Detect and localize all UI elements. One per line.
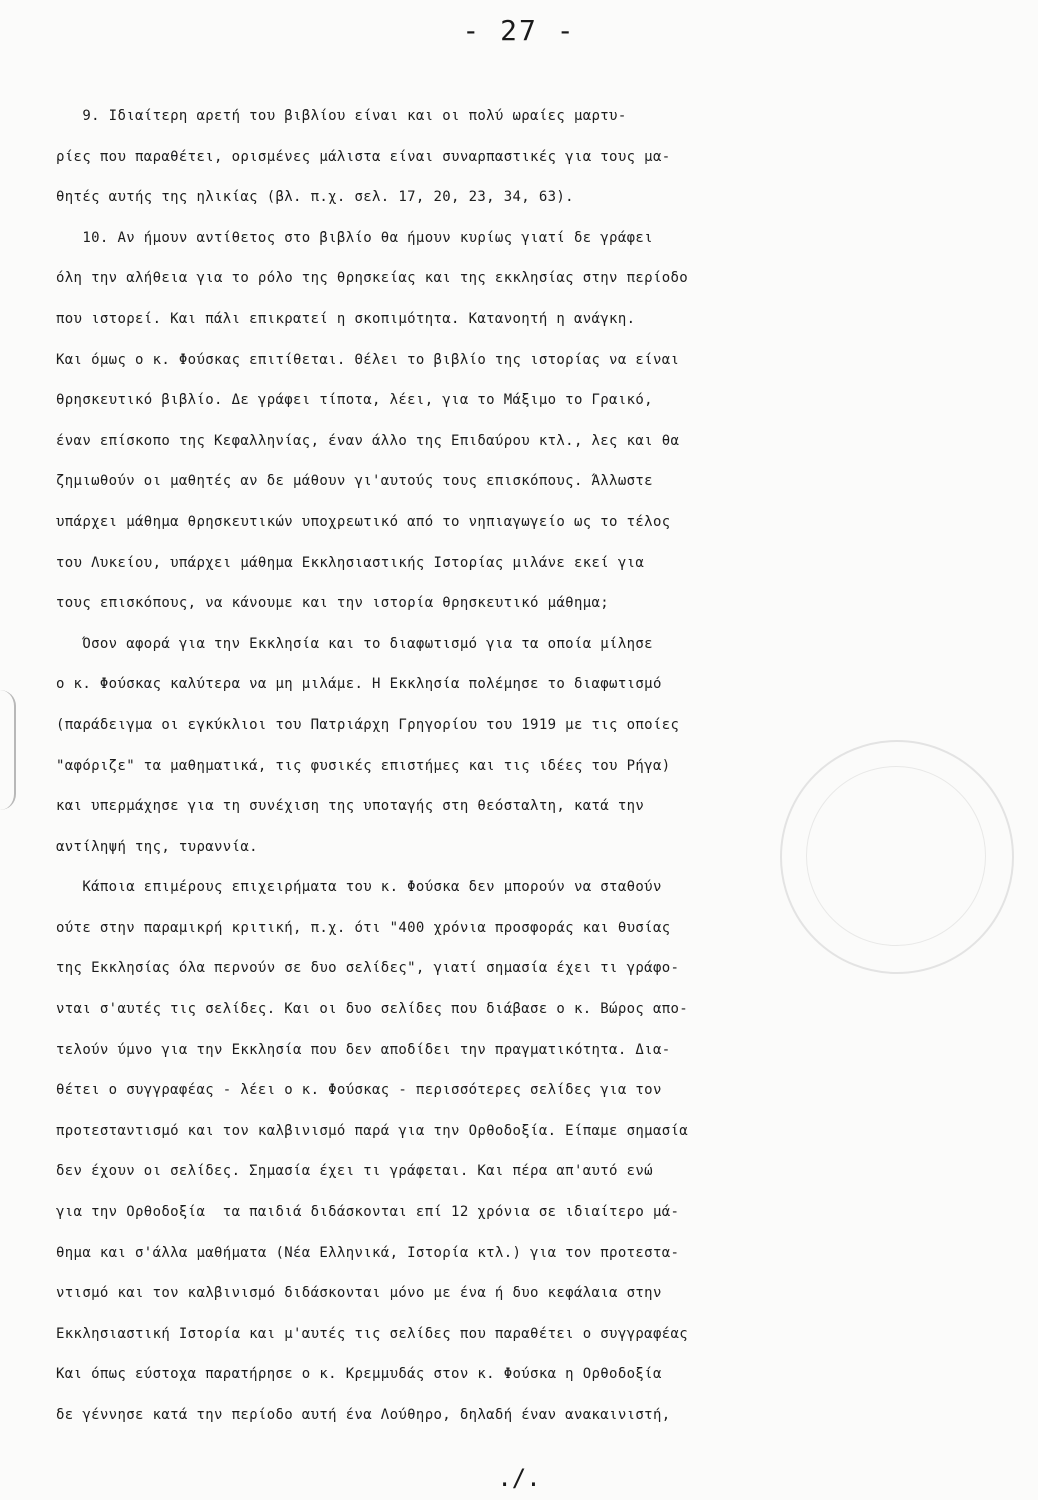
text-line: όλη την αλήθεια για το ρόλο της θρησκείας και της εκκλησίας στην περίοδο [56,270,689,287]
text-line: (παράδειγμα οι εγκύκλιοι του Πατριάρχη Γρηγορίου του 1919 με τις οποίες [56,716,680,733]
text-line: θητές αυτής της ηλικίας (βλ. π.χ. σελ. 17, 20, 23, 34, 63). [56,189,574,206]
text-line: της Εκκλησίας όλα περνούν σε δυο σελίδες", γιατί σημασία έχει τι γράφο- [56,960,680,977]
text-line: τελούν ύμνο για την Εκκλησία που δεν αποδίδει την πραγματικότητα. Δια- [56,1041,671,1058]
text-line: Κάποια επιμέρους επιχειρήματα του κ. Φούσκα δεν μπορούν να σταθούν [56,879,662,896]
page-edge-shadow [0,690,16,810]
text-line: θέτει ο συγγραφέας - λέει ο κ. Φούσκας - περισσότερες σελίδες για τον [56,1082,662,1099]
text-line: Και όπως εύστοχα παρατήρησε ο κ. Κρεμμυδάς στον κ. Φούσκα η Ορθοδοξία [56,1366,662,1383]
text-line: Και όμως ο κ. Φούσκας επιτίθεται. Θέλει το βιβλίο της ιστορίας να είναι [56,351,680,368]
text-line: προτεσταντισμό και τον καλβινισμό παρά για την Ορθοδοξία. Είπαμε σημασία [56,1122,689,1139]
text-line: δε γέννησε κατά την περίοδο αυτή ένα Λούθηρο, δηλαδή έναν ανακαινιστή, [56,1407,671,1423]
text-line: τους επισκόπους, να κάνουμε και την ιστορία θρησκευτικό μάθημα; [56,595,610,612]
text-line: ντισμό και τον καλβινισμό διδάσκονται μόνο με ένα ή δυο κεφάλαια στην [56,1285,662,1302]
text-line: που ιστορεί. Και πάλι επικρατεί η σκοπιμότητα. Κατανοητή η ανάγκη. [56,310,636,327]
text-line: υπάρχει μάθημα θρησκευτικών υποχρεωτικό από το νηπιαγωγείο ως το τέλος [56,513,671,530]
text-line: του Λυκείου, υπάρχει μάθημα Εκκλησιαστικής Ιστορίας μιλάνε εκεί για [56,554,645,571]
page-number: - 27 - [462,14,576,47]
text-line: ο κ. Φούσκας καλύτερα να μη μιλάμε. Η Εκκλησία πολέμησε το διαφωτισμό [56,676,662,693]
typed-text-body [56,96,1038,1436]
text-line: 9. Ιδιαίτερη αρετή του βιβλίου είναι και οι πολύ ωραίες μαρτυ- [56,108,627,124]
text-line: ζημιωθούν οι μαθητές αν δε μάθουν γι'αυτούς τους επισκόπους. Άλλωστε [56,473,653,490]
text-line: Όσον αφορά για την Εκκλησία και το διαφωτισμό για τα οποία μίλησε [56,635,653,652]
text-line: δεν έχουν οι σελίδες. Σημασία έχει τι γράφεται. Και πέρα απ'αυτό ενώ [56,1163,653,1180]
text-line: "αφόριζε" τα μαθηματικά, τις φυσικές επιστήμες και τις ιδέες του Ρήγα) [56,757,671,774]
text-line: αντίληψή της, τυραννία. [56,838,258,855]
text-line: Εκκλησιαστική Ιστορία και μ'αυτές τις σελίδες που παραθέτει ο συγγραφέας [56,1325,689,1342]
text-line: έναν επίσκοπο της Κεφαλληνίας, έναν άλλο της Επιδαύρου κτλ., λες και θα [56,432,680,449]
text-line: νται σ'αυτές τις σελίδες. Και οι δυο σελίδες που διάβασε ο κ. Βώρος απο- [56,1001,689,1018]
text-line: για την Ορθοδοξία τα παιδιά διδάσκονται επί 12 χρόνια σε ιδιαίτερο μά- [56,1204,680,1221]
text-line: 10. Αν ήμουν αντίθετος στο βιβλίο θα ήμουν κυρίως γιατί δε γράφει [56,229,653,246]
text-line: και υπερμάχησε για τη συνέχιση της υποταγής στη θεόσταλτη, κατά την [56,798,645,815]
text-line: ρίες που παραθέτει, ορισμένες μάλιστα είναι συναρπαστικές για τους μα- [56,148,671,165]
continuation-mark: ./. [497,1464,541,1492]
text-line: ούτε στην παραμικρή κριτική, π.χ. ότι "400 χρόνια προσφοράς και θυσίας [56,919,671,936]
text-line: θημα και σ'άλλα μαθήματα (Νέα Ελληνικά, Ιστορία κτλ.) για τον προτεστα- [56,1244,680,1261]
text-line: θρησκευτικό βιβλίο. Δε γράφει τίποτα, λέει, για το Μάξιμο το Γραικό, [56,392,653,409]
